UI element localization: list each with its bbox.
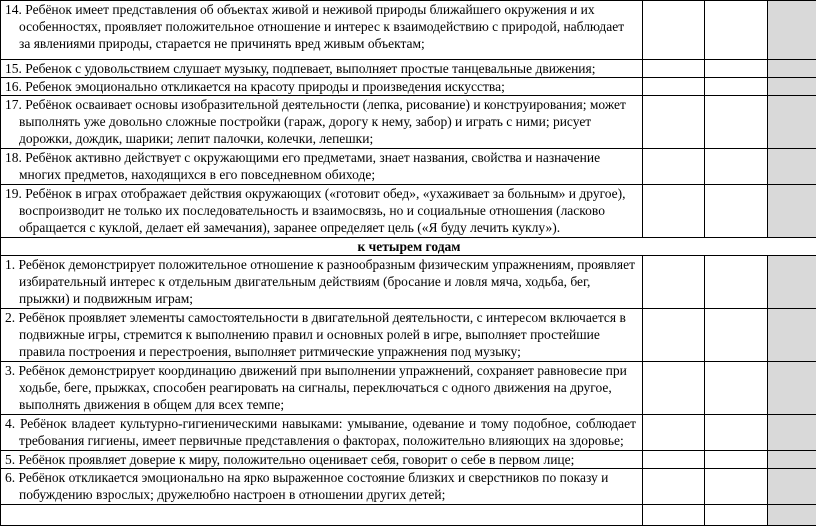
mark-cell[interactable]	[643, 185, 705, 238]
criterion-text: 3. Ребёнок демонстрирует координацию движений при выполнении упражнений, сохраняет равновесие при ходьбе, беге, прыжках, способен реагировать на сигналы, переключаться с одного движения на другое, выполнять движения в общем для всех темпе;	[1, 362, 642, 413]
mark-cell[interactable]	[643, 60, 705, 78]
criterion-text: 17. Ребёнок осваивает основы изобразительной деятельности (лепка, рисование) и конструирования; может выполнять уже довольно сложные постройки (гараж, дорогу к нему, забор) и играть с ними; рисует дорожки, дождик, шарики; лепит палочки, колечки, лепешки;	[1, 96, 642, 147]
criterion-cell	[1, 60, 643, 78]
mark-cell[interactable]	[705, 505, 768, 526]
shaded-cell	[768, 309, 816, 362]
mark-cell[interactable]	[705, 96, 768, 149]
mark-cell[interactable]	[643, 415, 705, 451]
table-row	[1, 309, 816, 362]
table-row	[1, 469, 816, 505]
criterion-cell	[1, 1, 643, 60]
mark-cell[interactable]	[643, 362, 705, 415]
table-row	[1, 78, 816, 96]
section-header: к четырем годам	[1, 238, 816, 256]
criterion-text: 4. Ребёнок владеет культурно-гигиеническими навыками: умывание, одевание и тому подобное, соблюдает требования гигиены, имеет первичные представления о факторах, положительно влияющих на здоровье;	[1, 415, 642, 449]
criterion-text: 1. Ребёнок демонстрирует положительное отношение к разнообразным физическим упражнениям, проявляет избирательный интерес к отдельным двигательным действиям (бросание и ловля мяча, ходьба, бег, прыжки) и подвижным играм;	[1, 256, 642, 307]
criterion-cell	[1, 149, 643, 185]
shaded-cell	[768, 78, 816, 96]
criterion-cell	[1, 451, 643, 469]
table-row	[1, 185, 816, 238]
mark-cell[interactable]	[643, 96, 705, 149]
mark-cell[interactable]	[705, 185, 768, 238]
criterion-cell	[1, 362, 643, 415]
criterion-cell	[1, 309, 643, 362]
shaded-cell	[768, 505, 816, 526]
criterion-text: 15. Ребенок с удовольствием слушает музыку, подпевает, выполняет простые танцевальные движения;	[1, 60, 642, 77]
table-row	[1, 415, 816, 451]
shaded-cell	[768, 469, 816, 505]
shaded-cell	[768, 362, 816, 415]
mark-cell[interactable]	[705, 60, 768, 78]
criterion-text: 6. Ребёнок откликается эмоционально на ярко выраженное состояние близких и сверстников по показу и побуждению взрослых; дружелюбно настроен в отношении других детей;	[1, 469, 642, 503]
mark-cell[interactable]	[705, 469, 768, 505]
mark-cell[interactable]	[643, 309, 705, 362]
shaded-cell	[768, 96, 816, 149]
criterion-text: 2. Ребёнок проявляет элементы самостоятельности в двигательной деятельности, с интересом включается в подвижные игры, стремится к выполнению правил и основных ролей в игре, выполняет простейшие правила построения и перестроения, выполняет ритмические упражнения под музыку;	[1, 309, 642, 360]
mark-cell[interactable]	[643, 505, 705, 526]
table-row	[1, 362, 816, 415]
table-row	[1, 505, 816, 526]
criterion-cell	[1, 505, 643, 526]
criterion-cell	[1, 415, 643, 451]
table-row	[1, 256, 816, 309]
shaded-cell	[768, 185, 816, 238]
shaded-cell	[768, 60, 816, 78]
mark-cell[interactable]	[705, 362, 768, 415]
mark-cell[interactable]	[705, 451, 768, 469]
shaded-cell	[768, 256, 816, 309]
criterion-text: 14. Ребёнок имеет представления об объектах живой и неживой природы ближайшего окружения и их особенностях, проявляет положительное отношение и интерес к взаимодействию с природой, наблюдает за явлениями природы, старается не причинять вред живым объектам;	[1, 1, 642, 52]
table-row	[1, 451, 816, 469]
mark-cell[interactable]	[643, 78, 705, 96]
criterion-cell	[1, 469, 643, 505]
mark-cell[interactable]	[705, 149, 768, 185]
section-header-row	[1, 238, 816, 256]
mark-cell[interactable]	[643, 469, 705, 505]
mark-cell[interactable]	[705, 415, 768, 451]
criterion-cell	[1, 185, 643, 238]
table-row	[1, 149, 816, 185]
criterion-text: 18. Ребёнок активно действует с окружающими его предметами, знает названия, свойства и назначение многих предметов, находящихся в его повседневном обиходе;	[1, 149, 642, 183]
mark-cell[interactable]	[643, 256, 705, 309]
criterion-cell	[1, 96, 643, 149]
table-row	[1, 1, 816, 60]
criterion-text: 19. Ребёнок в играх отображает действия окружающих («готовит обед», «ухаживает за больным» и другое), воспроизводит не только их последовательность и взаимосвязь, но и социальные отношения (ласково обращается с куклой, делает ей замечания), заранее определяет цель («Я буду лечить куклу»).	[1, 185, 642, 236]
mark-cell[interactable]	[643, 1, 705, 60]
table-row	[1, 96, 816, 149]
criterion-text: 5. Ребёнок проявляет доверие к миру, положительно оценивает себя, говорит о себе в первом лице;	[1, 451, 642, 468]
mark-cell[interactable]	[705, 78, 768, 96]
shaded-cell	[768, 415, 816, 451]
mark-cell[interactable]	[643, 149, 705, 185]
shaded-cell	[768, 451, 816, 469]
mark-cell[interactable]	[705, 1, 768, 60]
table-row	[1, 60, 816, 78]
mark-cell[interactable]	[705, 309, 768, 362]
mark-cell[interactable]	[643, 451, 705, 469]
criterion-cell	[1, 256, 643, 309]
criterion-cell	[1, 78, 643, 96]
shaded-cell	[768, 1, 816, 60]
mark-cell[interactable]	[705, 256, 768, 309]
shaded-cell	[768, 149, 816, 185]
criterion-text: 16. Ребенок эмоционально откликается на красоту природы и произведения искусства;	[1, 78, 642, 95]
